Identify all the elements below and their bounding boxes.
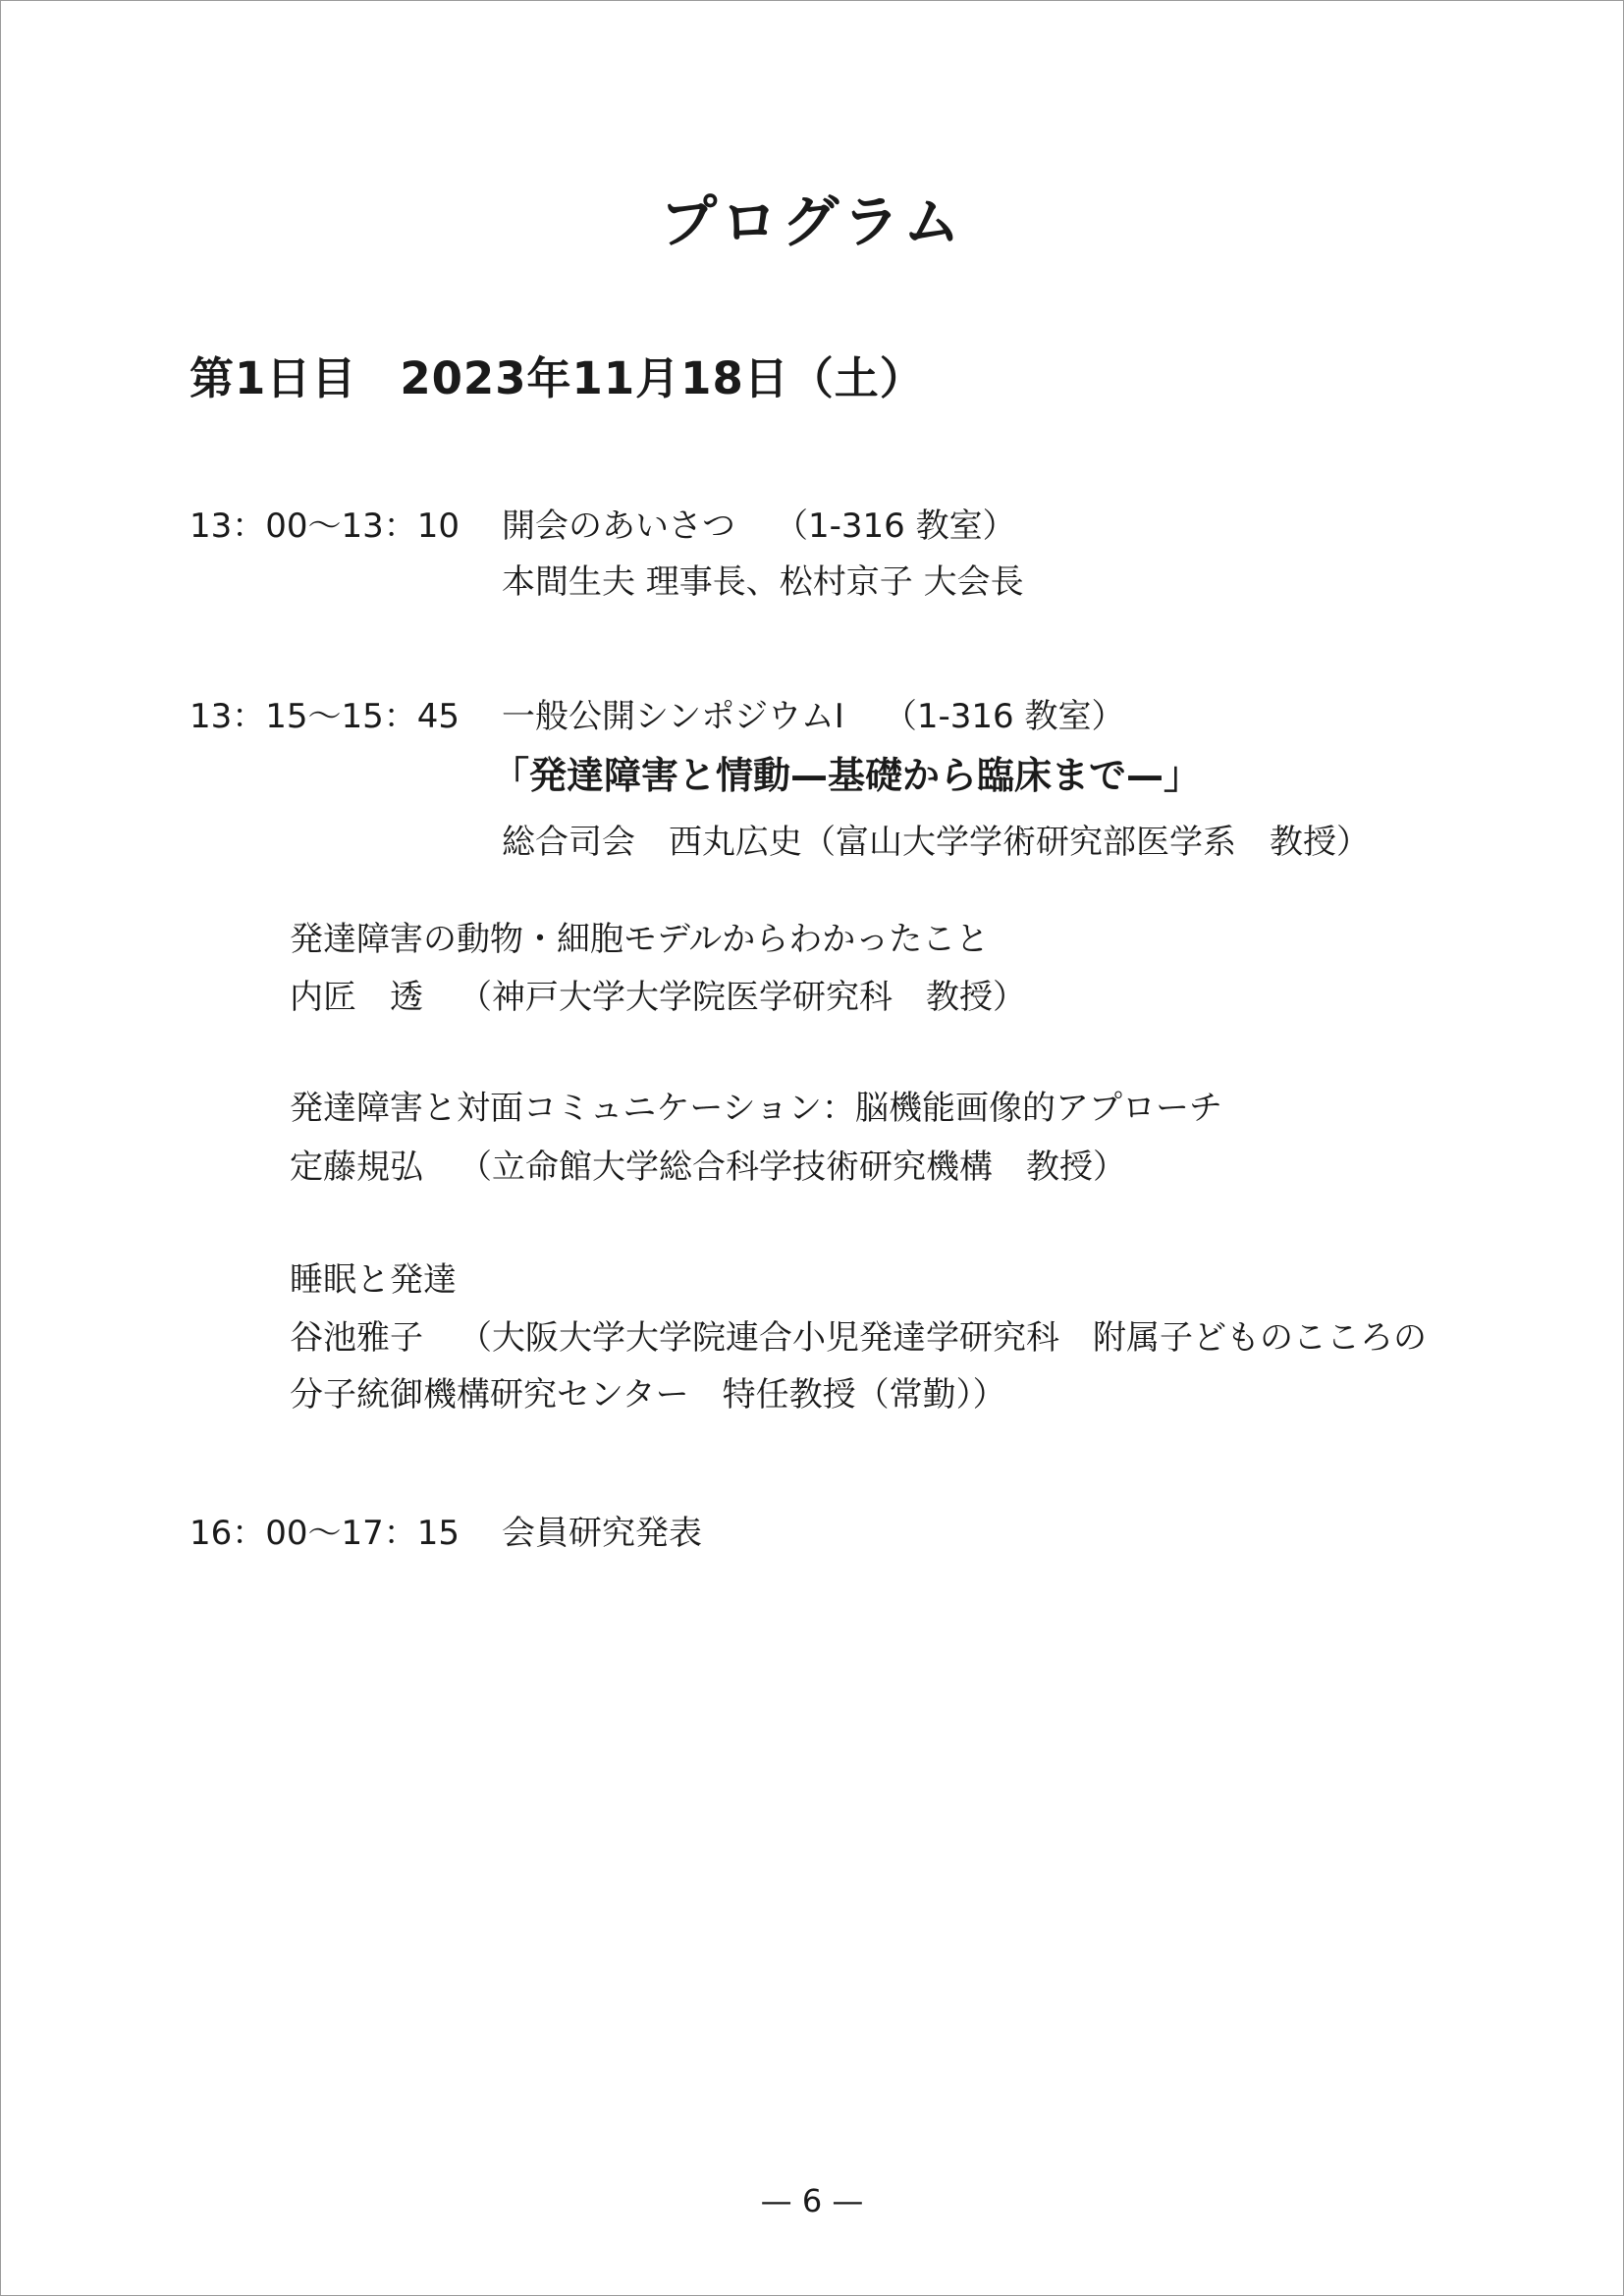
talk-title: 発達障害と対面コミュニケーション：脳機能画像的アプローチ	[290, 1089, 1222, 1128]
speaker-name: 内匠 透	[290, 978, 423, 1017]
session-name: 開会のあいさつ	[502, 507, 735, 546]
speaker-affiliation: （大阪大学大学院連合小児発達学研究科 附属子どものこころの	[459, 1318, 1427, 1358]
session-room: （1-316 教室）	[883, 697, 1125, 736]
session-time: 13：00〜13：10	[189, 507, 460, 546]
page-number: — 6 —	[760, 2182, 864, 2219]
talk-title: 睡眠と発達	[290, 1260, 457, 1300]
speaker-affiliation-continued: 分子統御機構研究センター 特任教授（常勤））	[290, 1375, 1006, 1415]
speaker-name: 谷池雅子	[290, 1318, 423, 1358]
session-name: 一般公開シンポジウムⅠ	[502, 697, 844, 736]
talk-speaker	[290, 1140, 1126, 1188]
day-label: 第1日目	[189, 352, 357, 404]
session-title	[502, 499, 1016, 547]
symposium-theme: 「発達障害と情動—基礎から臨床まで—」	[492, 754, 1202, 797]
session-time: 16：00〜17：15	[189, 1514, 460, 1553]
session-time: 13：15〜15：45	[189, 697, 460, 736]
page-title: プログラム	[660, 188, 964, 255]
session-room: （1-316 教室）	[775, 507, 1016, 546]
speaker-affiliation: （神戸大学大学院医学研究科 教授）	[459, 978, 1026, 1017]
session-speakers: 本間生夫 理事長、松村京子 大会長	[502, 562, 1024, 602]
speaker-affiliation: （立命館大学総合科学技術研究機構 教授）	[459, 1148, 1126, 1187]
day-date: 2023年11月18日（土）	[400, 352, 925, 404]
speaker-name: 定藤規弘	[290, 1148, 423, 1187]
session-name: 会員研究発表	[502, 1514, 702, 1553]
session-title	[502, 689, 1124, 737]
talk-title: 発達障害の動物・細胞モデルからわかったこと	[290, 920, 990, 959]
day-heading	[189, 343, 925, 406]
talk-speaker	[290, 970, 1026, 1018]
symposium-moderator: 総合司会 西丸広史（富山大学学術研究部医学系 教授）	[502, 823, 1370, 862]
talk-speaker	[290, 1310, 1427, 1359]
